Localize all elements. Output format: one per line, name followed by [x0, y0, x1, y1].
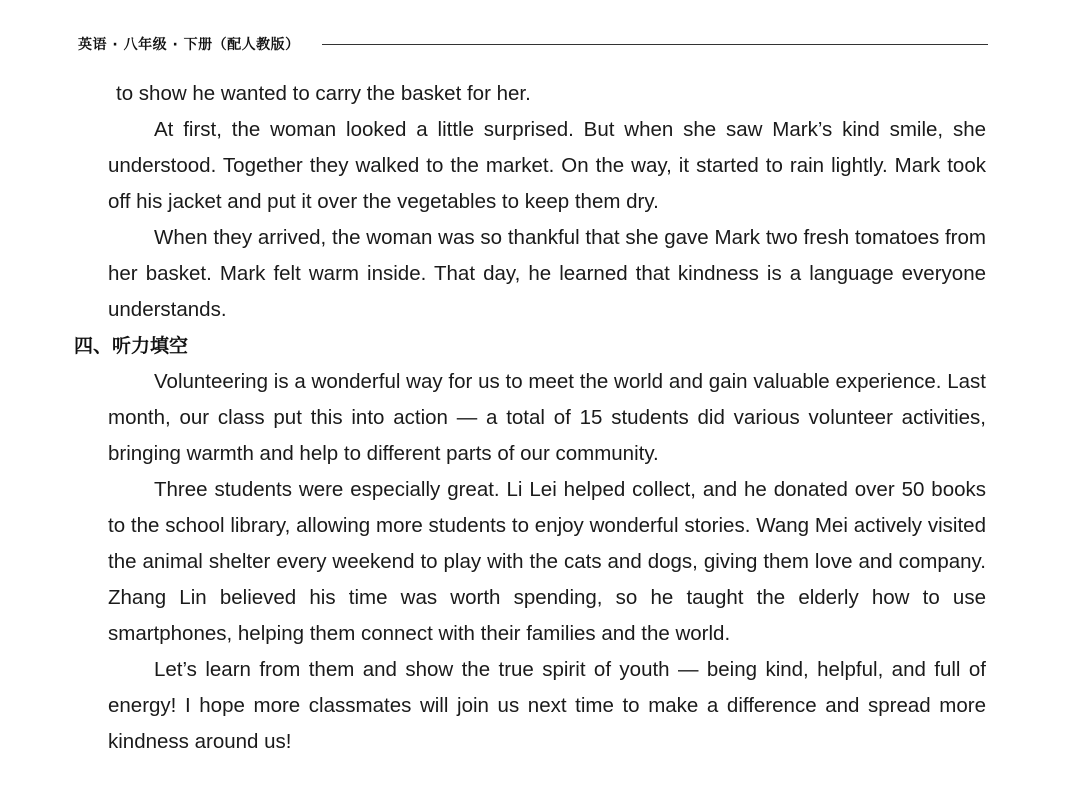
- header-rule: [322, 44, 988, 45]
- listening-paragraph-1: Volunteering is a wonderful way for us to meet the world and gain valuable experience. Last month, our class put this into action — a total of 15 students did various volunteer activities, bringing warmth and help to different parts of our community.: [108, 370, 986, 465]
- header-title: 英语 · 八年级 · 下册（配人教版）: [78, 37, 300, 53]
- story-paragraph-3: When they arrived, the woman was so thankful that she gave Mark two fresh tomatoes from her basket. Mark felt warm inside. That day, he learned that kindness is a language everyone understands.: [108, 226, 986, 321]
- story-paragraph-1: to show he wanted to carry the basket for her.: [116, 82, 531, 105]
- section-heading: 四、听力填空: [74, 335, 189, 357]
- body-text: [74, 76, 986, 760]
- story-paragraph-2: At first, the woman looked a little surprised. But when she saw Mark’s kind smile, she understood. Together they walked to the market. On the way, it started to rain lightly. Mark took off his jacket and put it over the vegetables to keep them dry.: [108, 118, 986, 213]
- listening-paragraph-2: Three students were especially great. Li Lei helped collect, and he donated over 50 books to the school library, allowing more students to enjoy wonderful stories. Wang Mei actively visited the animal shelter every weekend to play with the cats and dogs, giving them love and company. Zhang Lin believed his time was worth spending, so he taught the elderly how to use smartphones, helping them connect with their families and the world.: [108, 478, 986, 645]
- listening-paragraph-3: Let’s learn from them and show the true spirit of youth — being kind, helpful, and full of energy! I hope more classmates will join us next time to make a difference and spread more kindness around us!: [108, 658, 986, 753]
- page-header: [78, 34, 988, 54]
